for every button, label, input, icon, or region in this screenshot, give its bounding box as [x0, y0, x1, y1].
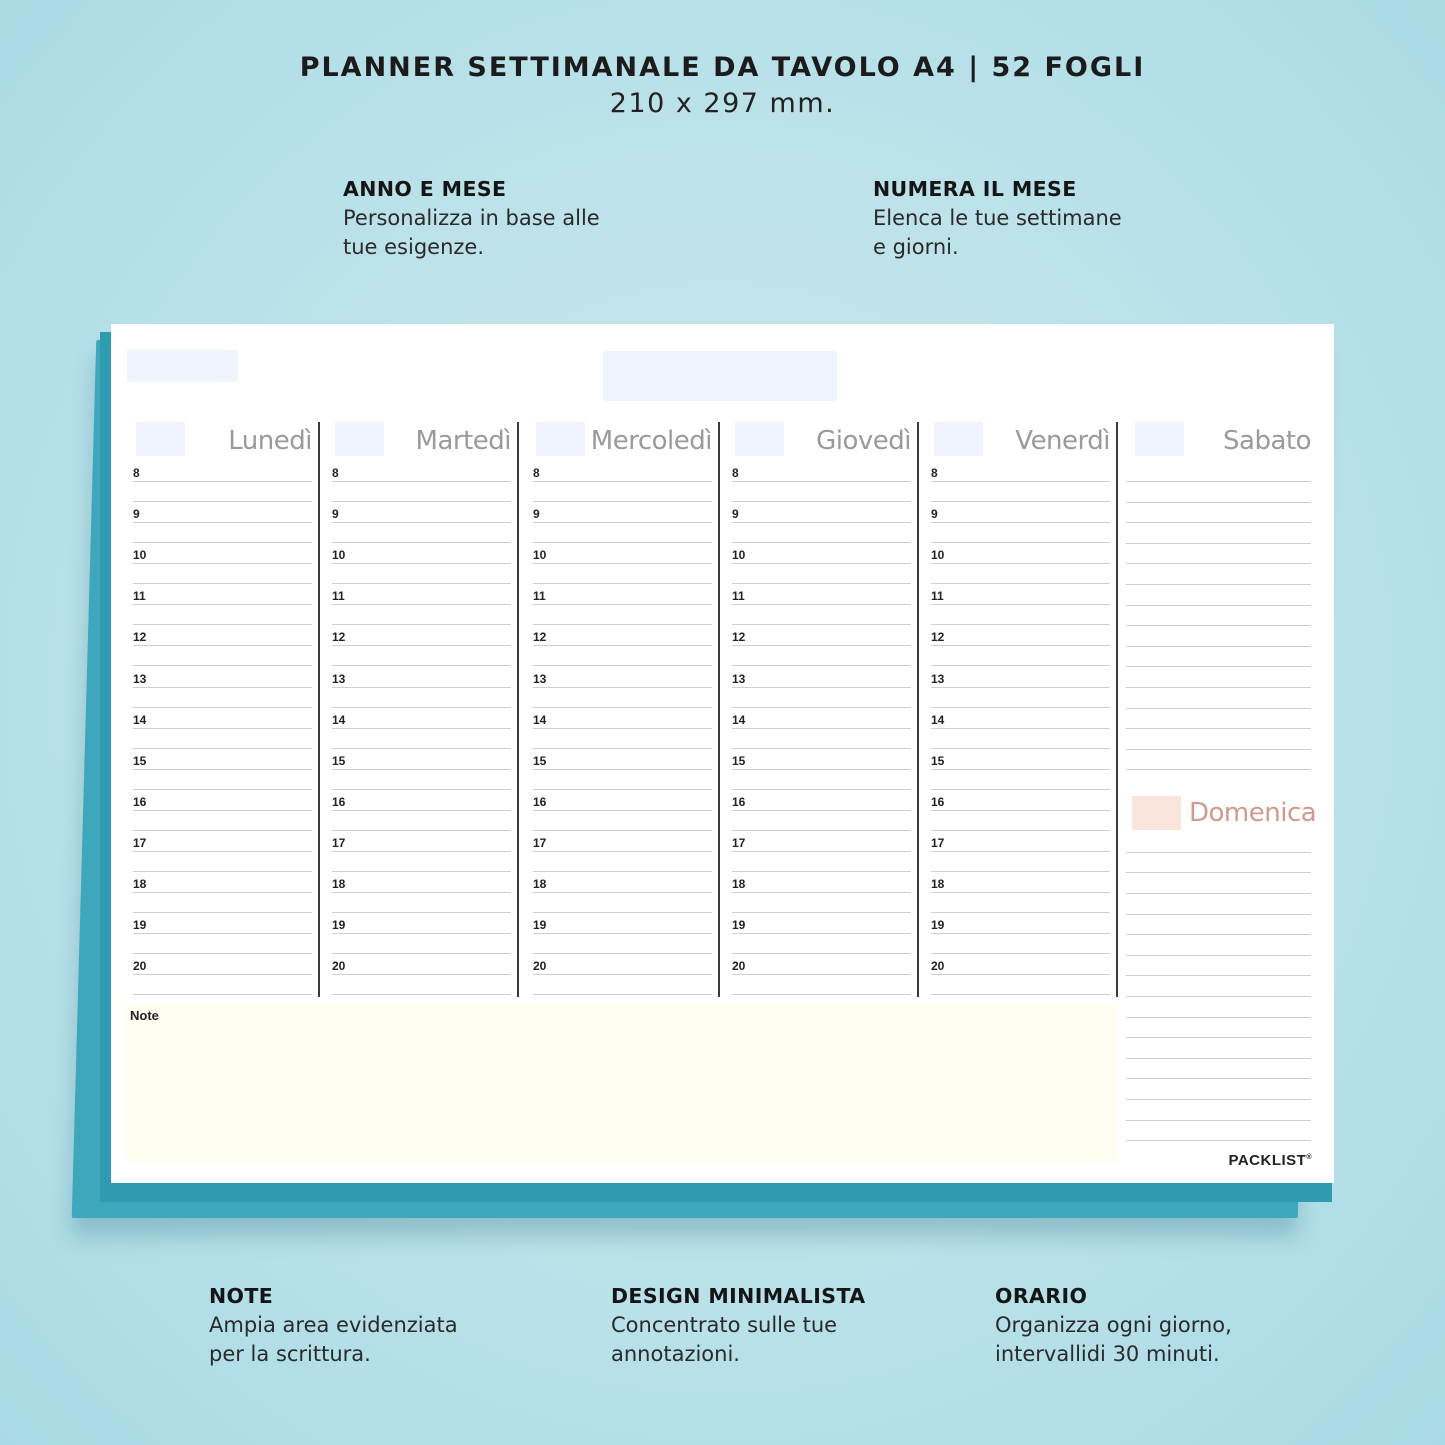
hour-label: 16: [931, 794, 945, 809]
hour-line[interactable]: [931, 645, 1110, 646]
hour-label: 8: [533, 466, 540, 480]
hour-label: 20: [732, 959, 746, 974]
hour-line[interactable]: [332, 522, 511, 523]
half-hour-line[interactable]: [931, 789, 1110, 790]
hour-line[interactable]: [931, 769, 1110, 770]
hour-line[interactable]: [133, 563, 312, 564]
hour-label: 18: [332, 877, 346, 891]
day-name: Giovedì: [816, 426, 911, 456]
half-hour-line[interactable]: [931, 583, 1110, 584]
half-hour-line[interactable]: [931, 830, 1110, 831]
half-hour-line[interactable]: [931, 501, 1110, 502]
hour-line[interactable]: [533, 563, 712, 564]
weekend-line[interactable]: [1126, 1058, 1311, 1059]
hour-line[interactable]: [931, 892, 1110, 893]
hour-line[interactable]: [133, 481, 312, 482]
feature-design-minimalista: [611, 1282, 866, 1369]
hour-line[interactable]: [332, 769, 511, 770]
hour-line[interactable]: [133, 687, 312, 688]
day-column: [119, 422, 320, 997]
weekend-line[interactable]: [1126, 687, 1311, 688]
hour-label: 10: [133, 548, 147, 563]
hour-label: 17: [931, 835, 945, 850]
half-hour-line[interactable]: [332, 501, 511, 502]
day-column: [718, 422, 919, 997]
hour-label: 17: [732, 835, 746, 850]
weekend-line[interactable]: [1126, 584, 1311, 585]
feature-text: annotazioni.: [611, 1342, 740, 1366]
half-hour-line[interactable]: [931, 748, 1110, 749]
page-title: PLANNER SETTIMANALE DA TAVOLO A4 | 52 FOGLI: [299, 52, 1146, 83]
half-hour-line[interactable]: [732, 665, 911, 666]
hour-label: 20: [133, 959, 147, 974]
hour-label: 13: [133, 671, 147, 686]
weekend-line[interactable]: [1126, 1078, 1311, 1079]
hour-line[interactable]: [931, 687, 1110, 688]
feature-numera-il-mese: [873, 175, 1122, 262]
hour-line[interactable]: [931, 481, 1110, 482]
hour-line[interactable]: [533, 728, 712, 729]
half-hour-line[interactable]: [931, 665, 1110, 666]
hour-line[interactable]: [732, 728, 911, 729]
hour-label: 11: [732, 589, 745, 604]
weekend-line[interactable]: [1126, 872, 1311, 873]
hour-label: 14: [133, 712, 147, 727]
half-hour-line[interactable]: [133, 871, 312, 872]
hour-label: 15: [332, 753, 346, 768]
hour-label: 12: [332, 630, 346, 645]
half-hour-line[interactable]: [133, 707, 312, 708]
page-subtitle: 210 x 297 mm.: [609, 88, 836, 119]
weekend-line[interactable]: [1126, 543, 1311, 544]
hour-label: 15: [732, 753, 746, 768]
half-hour-line[interactable]: [332, 665, 511, 666]
hour-label: 12: [133, 630, 147, 645]
hour-line[interactable]: [533, 522, 712, 523]
feature-text: per la scrittura.: [209, 1342, 371, 1366]
hour-label: 15: [931, 753, 945, 768]
hour-line[interactable]: [332, 481, 511, 482]
half-hour-line[interactable]: [332, 830, 511, 831]
half-hour-line[interactable]: [732, 789, 911, 790]
half-hour-line[interactable]: [332, 707, 511, 708]
hour-line[interactable]: [332, 728, 511, 729]
feature-text: Concentrato sulle tue: [611, 1313, 838, 1337]
hour-label: 11: [533, 589, 546, 604]
hour-label: 20: [533, 959, 547, 974]
hour-line[interactable]: [332, 933, 511, 934]
hour-line[interactable]: [732, 769, 911, 770]
weekend-line[interactable]: [1126, 1017, 1311, 1018]
hour-label: 16: [732, 794, 746, 809]
weekend-line[interactable]: [1126, 1037, 1311, 1038]
hour-line[interactable]: [732, 933, 911, 934]
hour-line[interactable]: [533, 769, 712, 770]
hour-line[interactable]: [533, 604, 712, 605]
hour-label: 19: [732, 918, 746, 933]
weekend-line[interactable]: [1126, 646, 1311, 647]
anno-field[interactable]: [127, 350, 238, 382]
feature-orario: [995, 1282, 1232, 1369]
feature-heading: NUMERA IL MESE: [873, 177, 1077, 201]
weekend-line[interactable]: [1126, 522, 1311, 523]
hour-label: 12: [732, 630, 746, 645]
feature-text: Personalizza in base alle: [343, 206, 600, 230]
hour-label: 9: [732, 507, 739, 522]
half-hour-line[interactable]: [332, 624, 511, 625]
half-hour-line[interactable]: [332, 542, 511, 543]
notes-label: Note: [130, 1008, 159, 1023]
hour-label: 13: [931, 671, 945, 686]
hour-line[interactable]: [133, 851, 312, 852]
feature-text: e giorni.: [873, 235, 959, 259]
hour-label: 19: [133, 918, 147, 933]
half-hour-line[interactable]: [533, 953, 712, 954]
day-name: Sabato: [1223, 426, 1311, 456]
half-hour-line[interactable]: [931, 953, 1110, 954]
half-hour-line[interactable]: [732, 912, 911, 913]
hour-label: 17: [133, 835, 147, 850]
hour-label: 18: [133, 877, 147, 891]
hour-line[interactable]: [931, 604, 1110, 605]
half-hour-line[interactable]: [133, 748, 312, 749]
hour-label: 10: [332, 548, 346, 563]
hour-label: 19: [931, 918, 945, 933]
hour-label: 13: [332, 671, 346, 686]
hour-line[interactable]: [732, 687, 911, 688]
hour-label: 18: [931, 877, 945, 891]
hour-line[interactable]: [133, 810, 312, 811]
hour-label: 14: [931, 712, 945, 727]
half-hour-line[interactable]: [732, 953, 911, 954]
day-name: Lunedì: [228, 426, 312, 456]
hour-line[interactable]: [332, 563, 511, 564]
half-hour-line[interactable]: [133, 624, 312, 625]
hour-label: 11: [931, 589, 944, 604]
hour-line[interactable]: [133, 769, 312, 770]
half-hour-line[interactable]: [133, 583, 312, 584]
half-hour-line[interactable]: [931, 624, 1110, 625]
weekend-line[interactable]: [1126, 708, 1311, 709]
half-hour-line[interactable]: [133, 953, 312, 954]
hour-line[interactable]: [931, 851, 1110, 852]
hour-label: 14: [533, 712, 547, 727]
feature-text: Organizza ogni giorno,: [995, 1313, 1232, 1337]
hour-line[interactable]: [732, 563, 911, 564]
hour-label: 14: [732, 712, 746, 727]
hour-line[interactable]: [533, 974, 712, 975]
feature-heading: ANNO E MESE: [343, 177, 507, 201]
half-hour-line[interactable]: [133, 789, 312, 790]
weekend-line[interactable]: [1126, 749, 1311, 750]
domenica-date-box[interactable]: [1132, 796, 1181, 830]
hour-line[interactable]: [732, 974, 911, 975]
feature-text: Ampia area evidenziata: [209, 1313, 458, 1337]
half-hour-line[interactable]: [732, 871, 911, 872]
hour-label: 9: [332, 507, 339, 522]
weekend-line[interactable]: [1126, 481, 1311, 482]
weekend-line[interactable]: [1126, 1099, 1311, 1100]
weekend-line[interactable]: [1126, 563, 1311, 564]
hour-line[interactable]: [931, 728, 1110, 729]
half-hour-line[interactable]: [533, 707, 712, 708]
hour-label: 10: [732, 548, 746, 563]
half-hour-line[interactable]: [533, 501, 712, 502]
half-hour-line[interactable]: [133, 665, 312, 666]
half-hour-line[interactable]: [133, 542, 312, 543]
day-name-domenica: Domenica: [1189, 798, 1317, 828]
hour-line[interactable]: [732, 851, 911, 852]
half-hour-line[interactable]: [732, 748, 911, 749]
hour-label: 11: [332, 589, 345, 604]
planner-sheet: [111, 324, 1334, 1183]
half-hour-line[interactable]: [732, 542, 911, 543]
hour-label: 8: [931, 466, 938, 480]
day-name: Martedì: [415, 426, 511, 456]
half-hour-line[interactable]: [332, 748, 511, 749]
hour-label: 15: [533, 753, 547, 768]
hour-label: 13: [732, 671, 746, 686]
day-name: Mercoledì: [590, 426, 712, 456]
hour-line[interactable]: [133, 728, 312, 729]
half-hour-line[interactable]: [732, 624, 911, 625]
half-hour-line[interactable]: [732, 994, 911, 995]
hour-label: 8: [732, 466, 739, 480]
half-hour-line[interactable]: [533, 748, 712, 749]
half-hour-line[interactable]: [133, 912, 312, 913]
hour-line[interactable]: [533, 687, 712, 688]
weekend-line[interactable]: [1126, 605, 1311, 606]
hour-label: 16: [332, 794, 346, 809]
hour-line[interactable]: [332, 604, 511, 605]
half-hour-line[interactable]: [332, 953, 511, 954]
hour-label: 19: [533, 918, 547, 933]
half-hour-line[interactable]: [533, 994, 712, 995]
hour-line[interactable]: [533, 481, 712, 482]
half-hour-line[interactable]: [332, 912, 511, 913]
half-hour-line[interactable]: [931, 871, 1110, 872]
hour-label: 12: [533, 630, 547, 645]
day-column: [917, 422, 1118, 997]
hour-label: 20: [332, 959, 346, 974]
hour-label: 9: [533, 507, 540, 522]
half-hour-line[interactable]: [332, 583, 511, 584]
day-name: Venerdì: [1015, 426, 1110, 456]
half-hour-line[interactable]: [732, 583, 911, 584]
hour-line[interactable]: [732, 810, 911, 811]
hour-label: 17: [533, 835, 547, 850]
half-hour-line[interactable]: [931, 912, 1110, 913]
weekend-line[interactable]: [1126, 769, 1311, 770]
hour-label: 15: [133, 753, 147, 768]
hour-label: 16: [533, 794, 547, 809]
hour-line[interactable]: [332, 687, 511, 688]
brand-logo: [1228, 1152, 1312, 1169]
hour-line[interactable]: [133, 933, 312, 934]
half-hour-line[interactable]: [332, 871, 511, 872]
half-hour-line[interactable]: [732, 501, 911, 502]
hour-label: 16: [133, 794, 147, 809]
hour-line[interactable]: [133, 645, 312, 646]
brand-name: PACKLIST: [1228, 1152, 1307, 1169]
hour-label: 9: [133, 507, 140, 522]
hour-line[interactable]: [133, 974, 312, 975]
hour-line[interactable]: [732, 481, 911, 482]
hour-line[interactable]: [931, 974, 1110, 975]
hour-label: 10: [931, 548, 945, 563]
half-hour-line[interactable]: [533, 912, 712, 913]
feature-text: tue esigenze.: [343, 235, 485, 259]
half-hour-line[interactable]: [133, 830, 312, 831]
hour-line[interactable]: [732, 522, 911, 523]
hour-line[interactable]: [931, 522, 1110, 523]
hour-label: 11: [133, 589, 146, 604]
half-hour-line[interactable]: [533, 583, 712, 584]
hour-line[interactable]: [133, 892, 312, 893]
half-hour-line[interactable]: [133, 994, 312, 995]
hour-label: 18: [732, 877, 746, 891]
feature-text: intervallidi 30 minuti.: [995, 1342, 1220, 1366]
hour-label: 19: [332, 918, 346, 933]
hour-line[interactable]: [332, 851, 511, 852]
hour-label: 9: [931, 507, 938, 522]
weekend-line[interactable]: [1126, 1120, 1311, 1121]
feature-anno-e-mese: [343, 175, 600, 262]
mese-field[interactable]: [603, 351, 837, 401]
hour-line[interactable]: [533, 933, 712, 934]
weekend-line[interactable]: [1126, 852, 1311, 853]
hour-line[interactable]: [533, 645, 712, 646]
half-hour-line[interactable]: [931, 542, 1110, 543]
half-hour-line[interactable]: [732, 830, 911, 831]
hour-label: 13: [533, 671, 547, 686]
hour-label: 20: [931, 959, 945, 974]
notes-area[interactable]: [125, 1004, 1117, 1162]
hour-line[interactable]: [533, 851, 712, 852]
hour-line[interactable]: [732, 604, 911, 605]
hour-line[interactable]: [133, 604, 312, 605]
weekend-line[interactable]: [1126, 934, 1311, 935]
weekend-line[interactable]: [1126, 625, 1311, 626]
half-hour-line[interactable]: [533, 871, 712, 872]
brand-registered-mark: ®: [1306, 1154, 1312, 1161]
hour-label: 18: [533, 877, 547, 891]
weekend-line[interactable]: [1126, 893, 1311, 894]
hour-line[interactable]: [931, 810, 1110, 811]
day-column: [318, 422, 519, 997]
half-hour-line[interactable]: [533, 830, 712, 831]
half-hour-line[interactable]: [732, 707, 911, 708]
hour-line[interactable]: [732, 645, 911, 646]
hour-line[interactable]: [931, 933, 1110, 934]
weekend-line[interactable]: [1126, 728, 1311, 729]
weekend-line[interactable]: [1126, 996, 1311, 997]
half-hour-line[interactable]: [533, 665, 712, 666]
weekend-line[interactable]: [1126, 1140, 1311, 1141]
half-hour-line[interactable]: [332, 789, 511, 790]
day-column: [1118, 422, 1319, 1162]
feature-text: Elenca le tue settimane: [873, 206, 1122, 230]
half-hour-line[interactable]: [533, 542, 712, 543]
hour-line[interactable]: [931, 563, 1110, 564]
hour-label: 17: [332, 835, 346, 850]
half-hour-line[interactable]: [332, 994, 511, 995]
hour-line[interactable]: [332, 645, 511, 646]
weekend-line[interactable]: [1126, 502, 1311, 503]
feature-note: [209, 1282, 458, 1369]
hour-label: 12: [931, 630, 945, 645]
hour-line[interactable]: [332, 974, 511, 975]
weekend-line[interactable]: [1126, 914, 1311, 915]
half-hour-line[interactable]: [133, 501, 312, 502]
hour-line[interactable]: [533, 892, 712, 893]
hour-line[interactable]: [332, 892, 511, 893]
hour-line[interactable]: [332, 810, 511, 811]
day-column: [519, 422, 720, 997]
weekend-line[interactable]: [1126, 975, 1311, 976]
hour-line[interactable]: [732, 892, 911, 893]
weekend-line[interactable]: [1126, 955, 1311, 956]
weekend-line[interactable]: [1126, 666, 1311, 667]
hour-label: 14: [332, 712, 346, 727]
hour-label: 8: [133, 466, 140, 480]
half-hour-line[interactable]: [931, 994, 1110, 995]
half-hour-line[interactable]: [931, 707, 1110, 708]
half-hour-line[interactable]: [533, 624, 712, 625]
feature-heading: DESIGN MINIMALISTA: [611, 1284, 866, 1308]
feature-heading: NOTE: [209, 1284, 274, 1308]
hour-line[interactable]: [133, 522, 312, 523]
feature-heading: ORARIO: [995, 1284, 1088, 1308]
hour-line[interactable]: [533, 810, 712, 811]
half-hour-line[interactable]: [533, 789, 712, 790]
hour-label: 10: [533, 548, 547, 563]
hour-label: 8: [332, 466, 339, 480]
